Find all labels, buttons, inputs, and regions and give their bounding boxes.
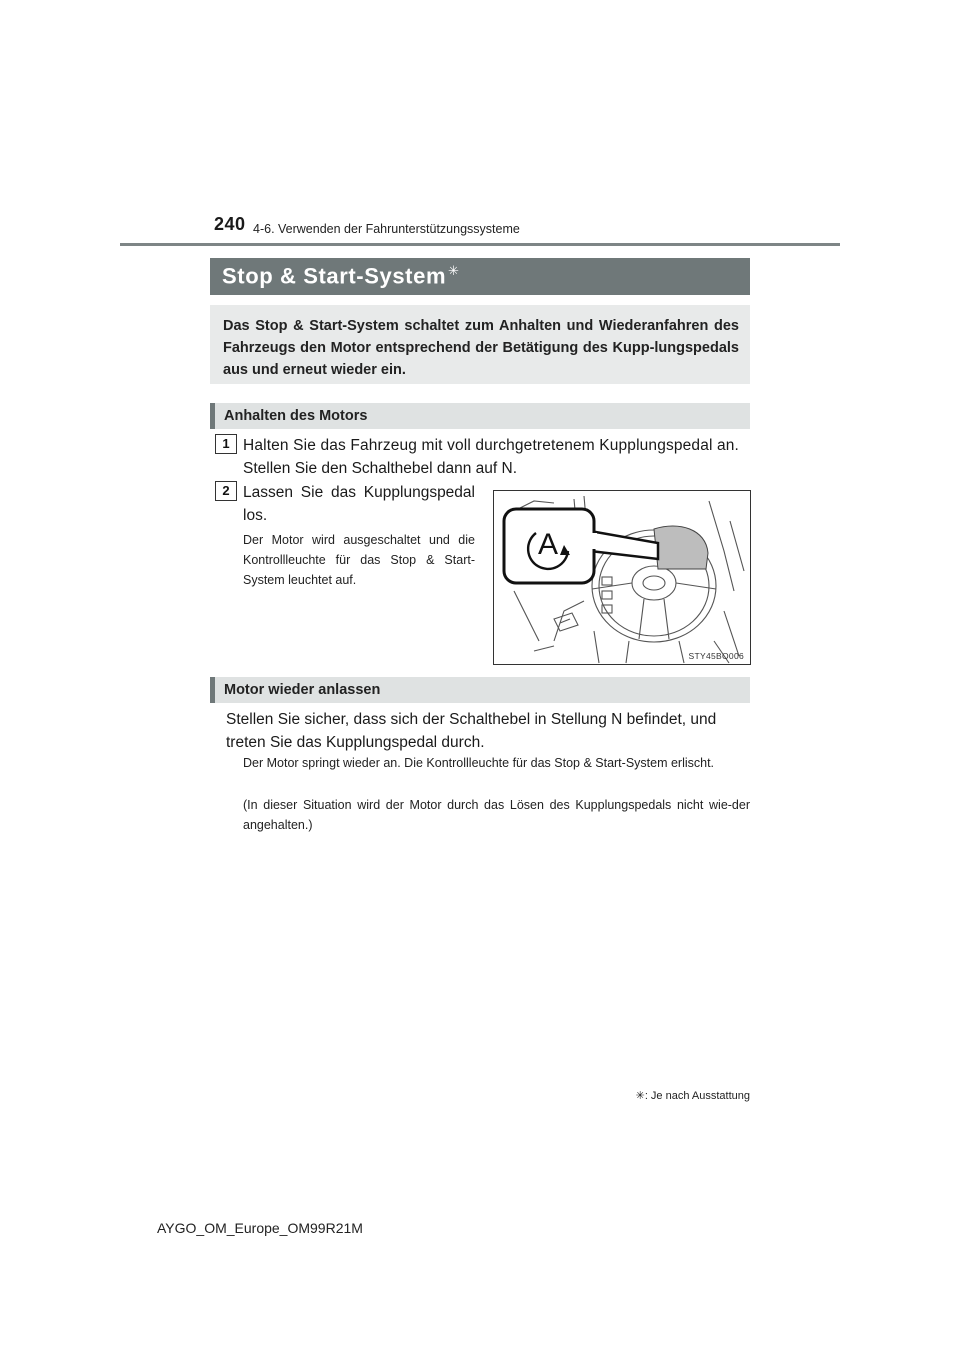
step-1-line-2: Stellen Sie den Schalthebel dann auf N. [243, 460, 518, 477]
callout-label: A [537, 528, 558, 561]
steering-wheel-illustration [494, 491, 750, 664]
asterisk-icon: ✳ [448, 263, 460, 278]
header-rule [120, 243, 840, 246]
step-number-1: 1 [215, 434, 237, 454]
subsection-heading-restart [210, 677, 750, 703]
figure-code: STY45BO006 [688, 651, 744, 661]
subsection-heading-stop [210, 403, 750, 429]
intro-box [210, 305, 750, 384]
footnote [636, 1089, 750, 1102]
heading-accent [210, 403, 215, 429]
section-title [222, 263, 460, 289]
section-title-bar [210, 258, 750, 295]
subsection-heading-label: Motor wieder anlassen [224, 682, 381, 698]
restart-note-1: Der Motor springt wieder an. Die Kontrollleuchte für das Stop & Start-System erlischt. [243, 756, 715, 770]
footnote-text: : Je nach Ausstattung [644, 1090, 750, 1102]
document-code: AYGO_OM_Europe_OM99R21M [157, 1220, 363, 1236]
intro-text: Das Stop & Start-System schaltet zum Anhalten und Wiederanfahren des Fahrzeugs den Motor entsprechend der Betätigung des Kupp-lungspedals aus und erneut wieder ein. [223, 318, 739, 378]
step-1-line-1: Halten Sie das Fahrzeug mit voll durchgetretenem Kupplungspedal an. [243, 437, 740, 454]
steering-wheel-figure [493, 490, 751, 665]
restart-text: Stellen Sie sicher, dass sich der Schalthebel in Stellung N befindet, und treten Sie das Kupplungspedal durch. [226, 711, 717, 751]
step-2-text: Lassen Sie das Kupplungspedal los. [243, 484, 475, 524]
heading-accent [210, 677, 215, 703]
step-1-text [243, 434, 750, 480]
step-number-2: 2 [215, 481, 237, 501]
section-title-text: Stop & Start-System [222, 263, 447, 289]
page-number: 240 [214, 214, 246, 234]
asterisk-icon: ✳ [635, 1090, 645, 1102]
restart-note-2: (In dieser Situation wird der Motor durch das Lösen des Kupplungspedals nicht wie-der angehalten.) [243, 798, 750, 832]
chapter-title: 4-6. Verwenden der Fahrunterstützungssysteme [253, 222, 520, 236]
subsection-heading-label: Anhalten des Motors [224, 408, 368, 424]
step-2-note: Der Motor wird ausgeschaltet und die Kontrollleuchte für das Stop & Start-System leuchtet auf. [243, 533, 475, 587]
